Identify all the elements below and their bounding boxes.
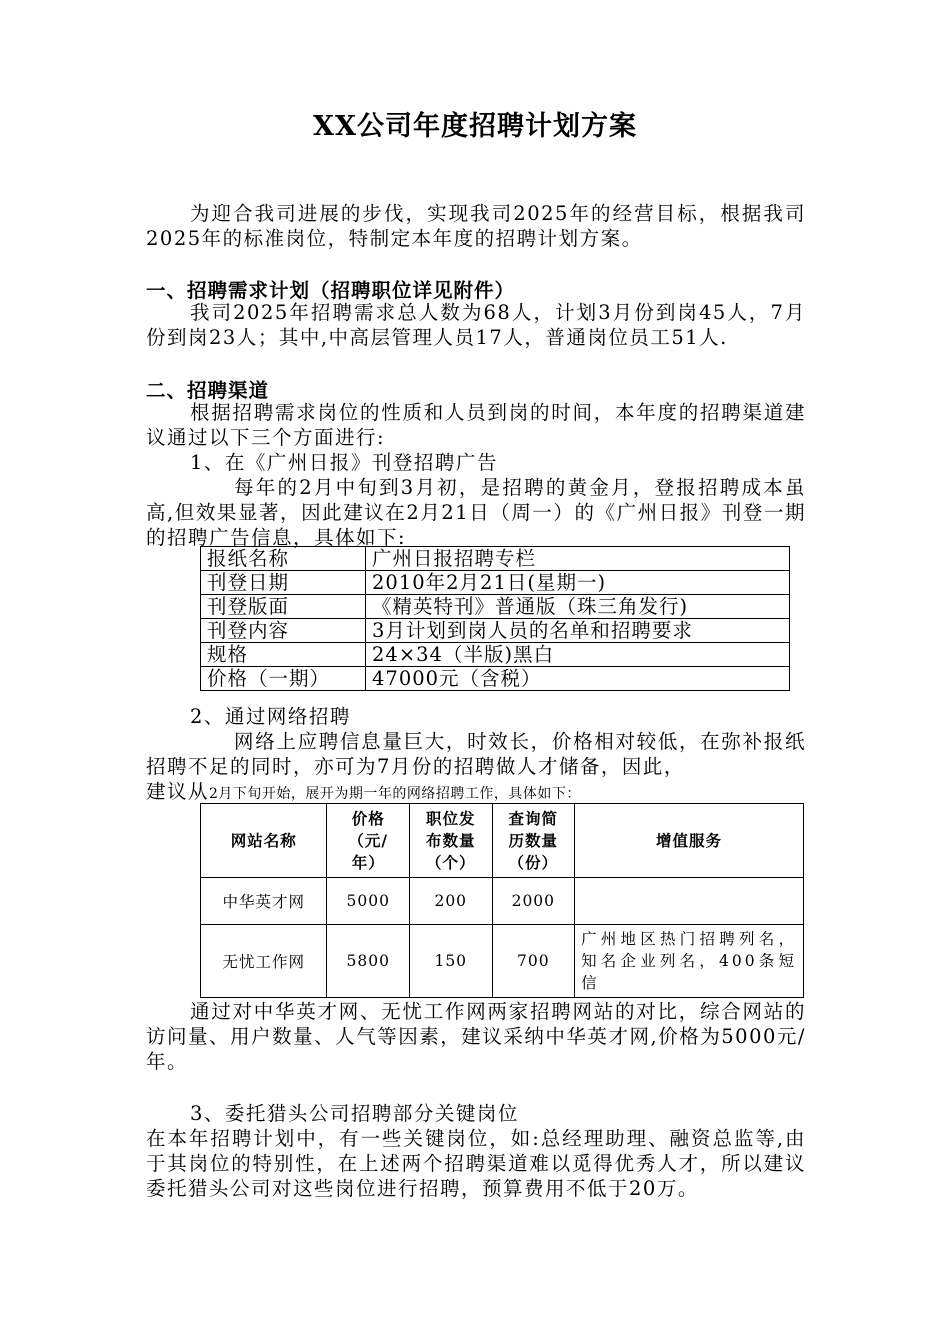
header-line: 价格 <box>351 808 385 828</box>
document-title: XX公司年度招聘计划方案 <box>313 111 637 142</box>
newspaper-table-row <box>201 643 790 667</box>
price-cell: 5000 <box>327 878 410 925</box>
newspaper-field-value: 24×34（半版)黑白 <box>366 643 790 667</box>
resume-count-cell: 2000 <box>492 878 575 925</box>
newspaper-field-label: 刊登版面 <box>201 595 366 619</box>
website-table-row <box>201 925 804 998</box>
header-line: 职位发 <box>426 808 476 828</box>
header-line: 年） <box>351 852 385 872</box>
newspaper-field-value: 2010年2月21日(星期一) <box>366 571 790 595</box>
newspaper-field-label: 规格 <box>201 643 366 667</box>
website-name-cell: 中华英才网 <box>201 878 327 925</box>
website-table-header <box>201 804 327 878</box>
newspaper-table-row <box>201 571 790 595</box>
channel2-title: 2、通过网络招聘 <box>190 705 351 728</box>
intro-paragraph: 为迎合我司进展的步伐，实现我司2025年的经营目标，根据我司2025年的标准岗位，特制定本年度的招聘计划方案。 <box>146 202 806 250</box>
channel2-body <box>146 729 806 807</box>
price-cell: 5800 <box>327 925 410 998</box>
section2-body: 根据招聘需求岗位的性质和人员到岗的时间，本年度的招聘渠道建议通过以下三个方面进行: <box>146 401 806 449</box>
header-line: 布数量 <box>426 830 476 850</box>
website-table <box>200 803 804 998</box>
channel1-title: 1、在《广州日报》刊登招聘广告 <box>190 451 498 474</box>
newspaper-field-value: 《精英特刊》普通版（珠三角发行) <box>366 595 790 619</box>
newspaper-field-label: 刊登内容 <box>201 619 366 643</box>
newspaper-field-label: 报纸名称 <box>201 547 366 571</box>
value-added-service-cell <box>575 878 804 925</box>
section1-heading: 一、招聘需求计划（招聘职位详见附件） <box>146 279 516 302</box>
website-table-header <box>575 804 804 878</box>
channel3-body: 在本年招聘计划中，有一些关键岗位，如:总经理助理、融资总监等,由于其岗位的特别性，在上述两个招聘渠道难以觅得优秀人才，所以建议委托猎头公司对这些岗位进行招聘，预算费用不低于20万。 <box>146 1127 806 1200</box>
website-name-cell: 无忧工作网 <box>201 925 327 998</box>
header-line: 增值服务 <box>656 830 723 850</box>
website-table-header <box>327 804 410 878</box>
newspaper-field-value: 3月计划到岗人员的名单和招聘要求 <box>366 619 790 643</box>
job-post-count-cell: 150 <box>409 925 492 998</box>
newspaper-field-value: 广州日报招聘专栏 <box>366 547 790 571</box>
resume-count-cell: 700 <box>492 925 575 998</box>
channel1-body: 每年的2月中旬到3月初，是招聘的黄金月，登报招聘成本虽高,但效果显著，因此建议在2月21日（周一）的《广州日报》刊登一期的招聘广告信息，具体如下: <box>146 476 806 549</box>
header-line: （份） <box>508 852 559 872</box>
newspaper-field-label: 刊登日期 <box>201 571 366 595</box>
newspaper-field-value: 47000元（含税） <box>366 667 790 691</box>
newspaper-table <box>200 546 790 691</box>
website-table-row <box>201 878 804 925</box>
newspaper-table-row <box>201 619 790 643</box>
channel2-body-line1: 网络上应聘信息量巨大，时效长，价格相对较低，在弥补报纸招聘不足的同时，亦可为7月份的招聘做人才储备，因此， <box>146 730 806 778</box>
channel2-body-line2b: 2月下旬开始，展开为期一年的网络招聘工作，具体如下： <box>209 786 581 802</box>
section1-body: 我司2025年招聘需求总人数为68人，计划3月份到岗45人，7月份到岗23人；其中,中高层管理人员17人，普通岗位员工51人. <box>146 301 806 349</box>
website-table-header <box>492 804 575 878</box>
website-table-header <box>409 804 492 878</box>
newspaper-table-row <box>201 667 790 691</box>
header-line: 网站名称 <box>230 830 297 850</box>
header-line: 历数量 <box>508 830 559 850</box>
section2-heading: 二、招聘渠道 <box>146 379 270 402</box>
channel2-body-line2a: 建议从 <box>146 780 210 803</box>
newspaper-field-label: 价格（一期） <box>201 667 366 691</box>
newspaper-table-row <box>201 547 790 571</box>
header-line: 查询简 <box>508 808 559 828</box>
header-line: （个） <box>426 852 476 872</box>
newspaper-table-row <box>201 595 790 619</box>
job-post-count-cell: 200 <box>409 878 492 925</box>
value-added-service-cell: 广州地区热门招聘列名，知名企业列名，400条短信 <box>575 925 804 998</box>
header-line: （元/ <box>348 830 389 850</box>
channel3-title: 3、委托猎头公司招聘部分关键岗位 <box>190 1102 519 1125</box>
channel2-conclusion: 通过对中华英才网、无忧工作网两家招聘网站的对比，综合网站的访问量、用户数量、人气等因素，建议采纳中华英才网,价格为5000元/年。 <box>146 1000 806 1073</box>
